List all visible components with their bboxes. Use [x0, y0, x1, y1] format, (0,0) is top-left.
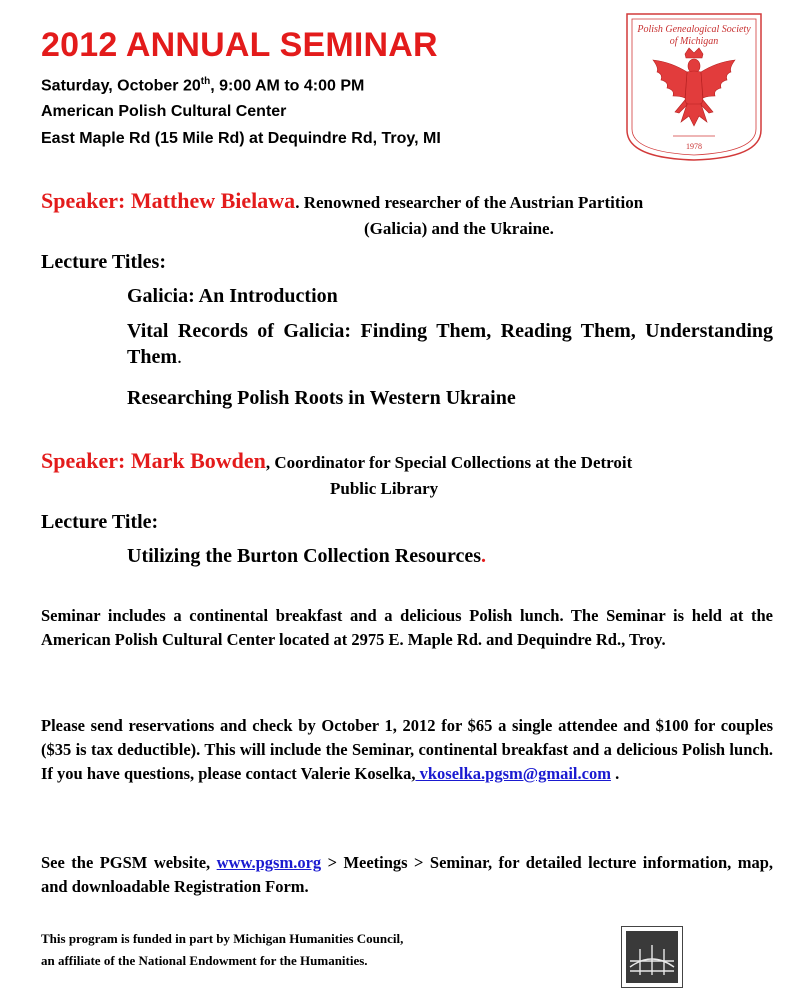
logo-year: 1978: [686, 142, 702, 151]
speaker2-name: Speaker: Mark Bowden: [41, 448, 266, 473]
meal-paragraph: Seminar includes a continental breakfast and a delicious Polish lunch. The Seminar is held at the American Polish Cultural Center located at 2975 E. Maple Rd. and Dequindre Rd., Troy.: [41, 606, 773, 649]
logo-text-line2: of Michigan: [669, 36, 719, 47]
funding-note-line1: This program is funded in part by Michigan Humanities Council,: [41, 931, 404, 946]
speaker2-line: [41, 448, 773, 474]
lecture-item: Vital Records of Galicia: Finding Them, Reading Them, Understanding Them.: [127, 320, 773, 368]
event-venue: American Polish Cultural Center: [41, 103, 287, 120]
speaker1-desc: . Renowned researcher of the Austrian Partition: [295, 193, 644, 212]
event-date: Saturday, October 20th, 9:00 AM to 4:00 PM: [41, 76, 365, 95]
humanities-council-badge: [621, 926, 683, 988]
logo-text-line1: Polish Genealogical Society: [637, 24, 751, 35]
speaker2-desc: , Coordinator for Special Collections at the Detroit: [265, 453, 633, 472]
bridge-logo-icon: [622, 927, 682, 987]
contact-email-link[interactable]: vkoselka.pgsm@gmail.com: [415, 764, 611, 783]
event-address: East Maple Rd (15 Mile Rd) at Dequindre Rd, Troy, MI: [41, 130, 441, 147]
lecture-item: Utilizing the Burton Collection Resources.: [127, 545, 487, 567]
pgsm-logo: [623, 10, 765, 162]
speaker1-line: [41, 188, 773, 214]
page-title: 2012 ANNUAL SEMINAR: [41, 26, 438, 64]
speaker1-name: Speaker: Matthew Bielawa: [41, 188, 296, 213]
lecture-item: Galicia: An Introduction: [127, 285, 338, 307]
reservation-paragraph: Please send reservations and check by October 1, 2012 for $65 a single attendee and $100 for couples ($35 is tax deductible). This will include the Seminar, continental breakfast and a delicious Polish lunch. If you have questions, please contact Valerie Koselka, vkoselka.pgsm@gmail.com .: [41, 716, 773, 783]
speaker2-lecture-heading: Lecture Title:: [41, 511, 159, 533]
lecture-item: Researching Polish Roots in Western Ukraine: [127, 387, 516, 409]
white-eagle-crest-icon: [623, 10, 765, 162]
funding-note-line2: an affiliate of the National Endowment for the Humanities.: [41, 953, 368, 968]
speaker1-desc-cont: (Galicia) and the Ukraine.: [364, 219, 554, 238]
website-link[interactable]: www.pgsm.org: [216, 853, 322, 872]
speaker1-lecture-heading: Lecture Titles:: [41, 251, 166, 273]
speaker2-desc-cont: Public Library: [330, 479, 439, 498]
website-paragraph: See the PGSM website, www.pgsm.org > Meetings > Seminar, for detailed lecture information, map, and downloadable Registration Form.: [41, 853, 774, 896]
